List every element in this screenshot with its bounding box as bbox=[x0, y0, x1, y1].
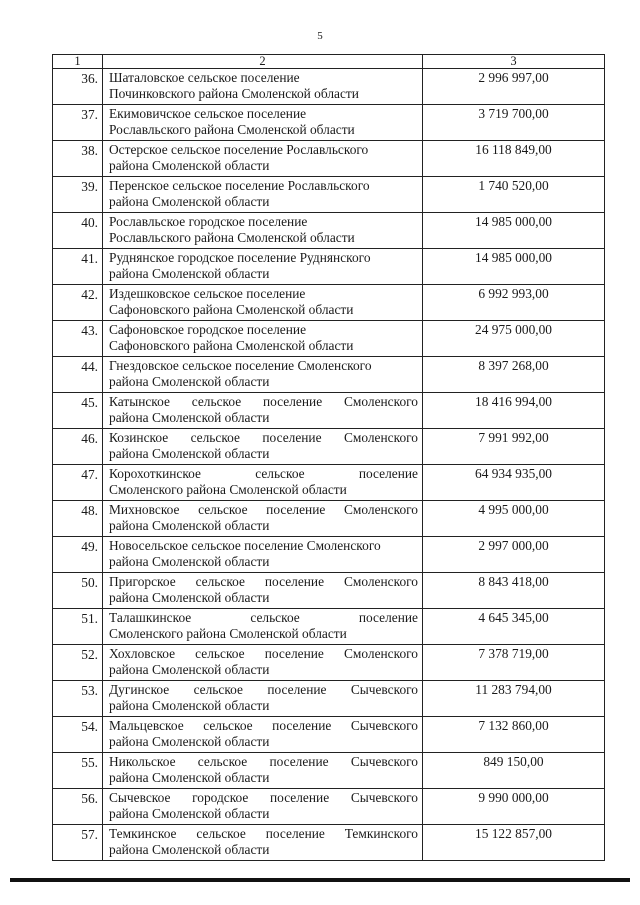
settlement-name bbox=[103, 573, 423, 609]
row-number: 46. bbox=[53, 429, 103, 465]
amount: 11 283 794,00 bbox=[423, 681, 605, 717]
amount: 7 378 719,00 bbox=[423, 645, 605, 681]
settlement-name-line: Смоленского района Смоленской области bbox=[109, 626, 347, 641]
table-row bbox=[53, 825, 605, 861]
settlement-name-line: Рославльского района Смоленской области bbox=[109, 230, 355, 245]
row-number: 38. bbox=[53, 141, 103, 177]
amount: 64 934 935,00 bbox=[423, 465, 605, 501]
settlement-name-line: Михновское сельское поселение Смоленского bbox=[109, 502, 418, 517]
row-number: 54. bbox=[53, 717, 103, 753]
settlement-name bbox=[103, 429, 423, 465]
row-number: 41. bbox=[53, 249, 103, 285]
settlement-name-line: Починковского района Смоленской области bbox=[109, 86, 359, 101]
settlement-name-line: Екимовичское сельское поселение bbox=[109, 106, 307, 121]
settlement-name-line: Издешковское сельское поселение bbox=[109, 286, 306, 301]
row-number: 48. bbox=[53, 501, 103, 537]
amount: 2 996 997,00 bbox=[423, 69, 605, 105]
row-number: 36. bbox=[53, 69, 103, 105]
row-number: 49. bbox=[53, 537, 103, 573]
subsidy-table bbox=[52, 54, 605, 861]
settlement-name bbox=[103, 69, 423, 105]
row-number: 45. bbox=[53, 393, 103, 429]
settlement-name-line: района Смоленской области bbox=[109, 410, 270, 425]
settlement-name-line: района Смоленской области bbox=[109, 518, 270, 533]
row-number: 50. bbox=[53, 573, 103, 609]
settlement-name bbox=[103, 105, 423, 141]
table-row bbox=[53, 681, 605, 717]
settlement-name-line: района Смоленской области bbox=[109, 698, 270, 713]
settlement-name bbox=[103, 213, 423, 249]
settlement-name bbox=[103, 501, 423, 537]
settlement-name bbox=[103, 285, 423, 321]
settlement-name bbox=[103, 753, 423, 789]
header-column-number: 1 bbox=[53, 55, 103, 69]
amount: 18 416 994,00 bbox=[423, 393, 605, 429]
settlement-name bbox=[103, 537, 423, 573]
settlement-name-line: Сычевское городское поселение Сычевского bbox=[109, 790, 418, 805]
row-number: 43. bbox=[53, 321, 103, 357]
settlement-name-line: района Смоленской области bbox=[109, 806, 270, 821]
settlement-name-line: района Смоленской области bbox=[109, 266, 270, 281]
table-row bbox=[53, 141, 605, 177]
table-row bbox=[53, 285, 605, 321]
settlement-name bbox=[103, 681, 423, 717]
settlement-name-line: района Смоленской области bbox=[109, 554, 270, 569]
settlement-name-line: Мальцевское сельское поселение Сычевского bbox=[109, 718, 418, 733]
table-row bbox=[53, 789, 605, 825]
settlement-name-line: Руднянское городское поселение Руднянского bbox=[109, 250, 371, 265]
settlement-name-line: Темкинское сельское поселение Темкинского bbox=[109, 826, 418, 841]
settlement-name-line: Остерское сельское поселение Рославльского bbox=[109, 142, 369, 157]
settlement-name-line: района Смоленской области bbox=[109, 194, 270, 209]
amount: 4 995 000,00 bbox=[423, 501, 605, 537]
table-row bbox=[53, 429, 605, 465]
table-row bbox=[53, 609, 605, 645]
settlement-name bbox=[103, 717, 423, 753]
settlement-name bbox=[103, 177, 423, 213]
amount: 8 843 418,00 bbox=[423, 573, 605, 609]
settlement-name-line: Катынское сельское поселение Смоленского bbox=[109, 394, 418, 409]
header-column-name: 2 bbox=[103, 55, 423, 69]
amount: 16 118 849,00 bbox=[423, 141, 605, 177]
page-number: 5 bbox=[317, 30, 323, 42]
row-number: 51. bbox=[53, 609, 103, 645]
amount: 15 122 857,00 bbox=[423, 825, 605, 861]
table-row bbox=[53, 213, 605, 249]
table-row bbox=[53, 537, 605, 573]
table-row bbox=[53, 177, 605, 213]
header-column-amount: 3 bbox=[423, 55, 605, 69]
settlement-name-line: района Смоленской области bbox=[109, 446, 270, 461]
settlement-name-line: района Смоленской области bbox=[109, 374, 270, 389]
table-header-row bbox=[53, 55, 605, 69]
settlement-name-line: Сафоновского района Смоленской области bbox=[109, 338, 354, 353]
row-number: 53. bbox=[53, 681, 103, 717]
settlement-name-line: района Смоленской области bbox=[109, 770, 270, 785]
amount: 849 150,00 bbox=[423, 753, 605, 789]
settlement-name-line: района Смоленской области bbox=[109, 158, 270, 173]
amount: 14 985 000,00 bbox=[423, 213, 605, 249]
settlement-name-line: Корохоткинское сельское поселение bbox=[109, 466, 418, 481]
row-number: 40. bbox=[53, 213, 103, 249]
settlement-name bbox=[103, 609, 423, 645]
settlement-name bbox=[103, 825, 423, 861]
settlement-name bbox=[103, 465, 423, 501]
table-row bbox=[53, 717, 605, 753]
amount: 3 719 700,00 bbox=[423, 105, 605, 141]
row-number: 44. bbox=[53, 357, 103, 393]
amount: 9 990 000,00 bbox=[423, 789, 605, 825]
settlement-name-line: Шаталовское сельское поселение bbox=[109, 70, 300, 85]
row-number: 57. bbox=[53, 825, 103, 861]
table-row bbox=[53, 321, 605, 357]
table-row bbox=[53, 69, 605, 105]
settlement-name-line: Смоленского района Смоленской области bbox=[109, 482, 347, 497]
table-body bbox=[53, 69, 605, 861]
settlement-name-line: Дугинское сельское поселение Сычевского bbox=[109, 682, 418, 697]
settlement-name-line: Рославльское городское поселение bbox=[109, 214, 308, 229]
settlement-name bbox=[103, 249, 423, 285]
settlement-name-line: Никольское сельское поселение Сычевского bbox=[109, 754, 418, 769]
amount: 14 985 000,00 bbox=[423, 249, 605, 285]
row-number: 52. bbox=[53, 645, 103, 681]
amount: 7 132 860,00 bbox=[423, 717, 605, 753]
settlement-name bbox=[103, 789, 423, 825]
settlement-name-line: Новосельское сельское поселение Смоленского bbox=[109, 538, 381, 553]
amount: 4 645 345,00 bbox=[423, 609, 605, 645]
settlement-name-line: района Смоленской области bbox=[109, 842, 270, 857]
amount: 2 997 000,00 bbox=[423, 537, 605, 573]
settlement-name-line: Сафоновское городское поселение bbox=[109, 322, 307, 337]
table-row bbox=[53, 753, 605, 789]
settlement-name-line: Рославльского района Смоленской области bbox=[109, 122, 355, 137]
row-number: 56. bbox=[53, 789, 103, 825]
row-number: 37. bbox=[53, 105, 103, 141]
table-row bbox=[53, 573, 605, 609]
row-number: 47. bbox=[53, 465, 103, 501]
settlement-name-line: Гнездовское сельское поселение Смоленского bbox=[109, 358, 372, 373]
settlement-name-line: района Смоленской области bbox=[109, 734, 270, 749]
amount: 6 992 993,00 bbox=[423, 285, 605, 321]
table-row bbox=[53, 465, 605, 501]
table-row bbox=[53, 105, 605, 141]
settlement-name-line: Хохловское сельское поселение Смоленского bbox=[109, 646, 418, 661]
settlement-name-line: Талашкинское сельское поселение bbox=[109, 610, 418, 625]
settlement-name bbox=[103, 357, 423, 393]
amount: 24 975 000,00 bbox=[423, 321, 605, 357]
settlement-name-line: Сафоновского района Смоленской области bbox=[109, 302, 354, 317]
amount: 1 740 520,00 bbox=[423, 177, 605, 213]
settlement-name-line: Перенское сельское поселение Рославльского bbox=[109, 178, 370, 193]
settlement-name-line: района Смоленской области bbox=[109, 590, 270, 605]
settlement-name-line: района Смоленской области bbox=[109, 662, 270, 677]
table-row bbox=[53, 357, 605, 393]
row-number: 42. bbox=[53, 285, 103, 321]
table-row bbox=[53, 645, 605, 681]
row-number: 39. bbox=[53, 177, 103, 213]
bottom-rule bbox=[10, 878, 630, 882]
amount: 8 397 268,00 bbox=[423, 357, 605, 393]
settlement-name bbox=[103, 141, 423, 177]
table-row bbox=[53, 393, 605, 429]
row-number: 55. bbox=[53, 753, 103, 789]
settlement-name bbox=[103, 321, 423, 357]
amount: 7 991 992,00 bbox=[423, 429, 605, 465]
settlement-name bbox=[103, 393, 423, 429]
settlement-name bbox=[103, 645, 423, 681]
settlement-name-line: Козинское сельское поселение Смоленского bbox=[109, 430, 418, 445]
settlement-name-line: Пригорское сельское поселение Смоленского bbox=[109, 574, 418, 589]
table-row bbox=[53, 501, 605, 537]
table-row bbox=[53, 249, 605, 285]
